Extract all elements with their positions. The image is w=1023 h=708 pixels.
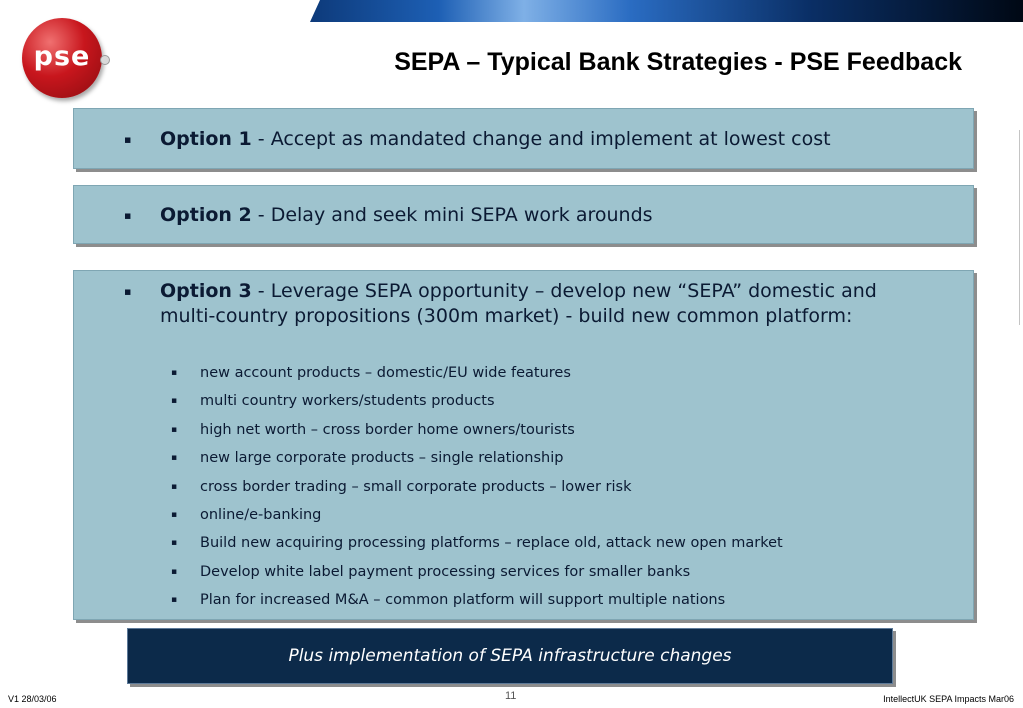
square-bullet-icon: ▪ (124, 209, 132, 222)
edge-divider (1019, 130, 1020, 325)
option-1-text: - Accept as mandated change and implement at lowest cost (251, 128, 831, 150)
square-bullet-icon: ▪ (124, 285, 132, 298)
list-item: ▪ high net worth – cross border home owners/tourists (171, 416, 783, 444)
square-bullet-icon: ▪ (124, 133, 132, 146)
logo-text: pse (33, 40, 91, 72)
square-bullet-icon: ▪ (171, 368, 178, 378)
option-1-label: Option 1 (160, 128, 252, 150)
square-bullet-icon: ▪ (171, 509, 178, 520)
option-3-box (73, 270, 974, 620)
list-item: ▪ multi country workers/students products (171, 387, 783, 415)
option-2-text: - Delay and seek mini SEPA work arounds (251, 204, 653, 226)
option-2-box (73, 185, 974, 244)
square-bullet-icon: ▪ (171, 453, 178, 464)
option-2-label: Option 2 (160, 204, 252, 226)
square-bullet-icon: ▪ (171, 595, 178, 606)
list-item: ▪ Plan for increased M&A – common platform will support multiple nations (171, 586, 783, 614)
slide-title: SEPA – Typical Bank Strategies - PSE Feedback (394, 48, 962, 76)
option-3-text: - Leverage SEPA opportunity – develop new “SEPA” domestic and multi-country propositions (300m market) - build new common platform: (160, 280, 877, 327)
list-item: ▪ new large corporate products – single relationship (171, 444, 783, 472)
option-1-box (73, 108, 974, 169)
option-1-row (124, 127, 933, 152)
option-3-label: Option 3 (160, 280, 252, 302)
option-2-row (124, 203, 933, 228)
infrastructure-banner (127, 628, 893, 684)
header-banner-graphic (310, 0, 1023, 22)
pse-logo (22, 18, 102, 98)
list-item: ▪ new account products – domestic/EU wide features (171, 359, 783, 387)
option-3-sublist (171, 359, 783, 615)
list-item: ▪ online/e-banking (171, 501, 783, 529)
option-3-row (124, 279, 933, 329)
square-bullet-icon: ▪ (171, 396, 178, 407)
list-item: ▪ Build new acquiring processing platforms – replace old, attack new open market (171, 529, 783, 557)
infrastructure-banner-text: Plus implementation of SEPA infrastructure changes (288, 646, 732, 666)
list-item: ▪ cross border trading – small corporate products – lower risk (171, 473, 783, 501)
list-item: ▪ Develop white label payment processing services for smaller banks (171, 558, 783, 586)
footer-document-name: IntellectUK SEPA Impacts Mar06 (883, 694, 1014, 704)
square-bullet-icon: ▪ (171, 538, 178, 549)
footer-version-date: V1 28/03/06 (8, 694, 57, 704)
square-bullet-icon: ▪ (171, 481, 178, 492)
square-bullet-icon: ▪ (171, 424, 178, 435)
footer-page-number: 11 (505, 690, 517, 702)
square-bullet-icon: ▪ (171, 566, 178, 577)
logo-dot-icon (100, 55, 110, 65)
